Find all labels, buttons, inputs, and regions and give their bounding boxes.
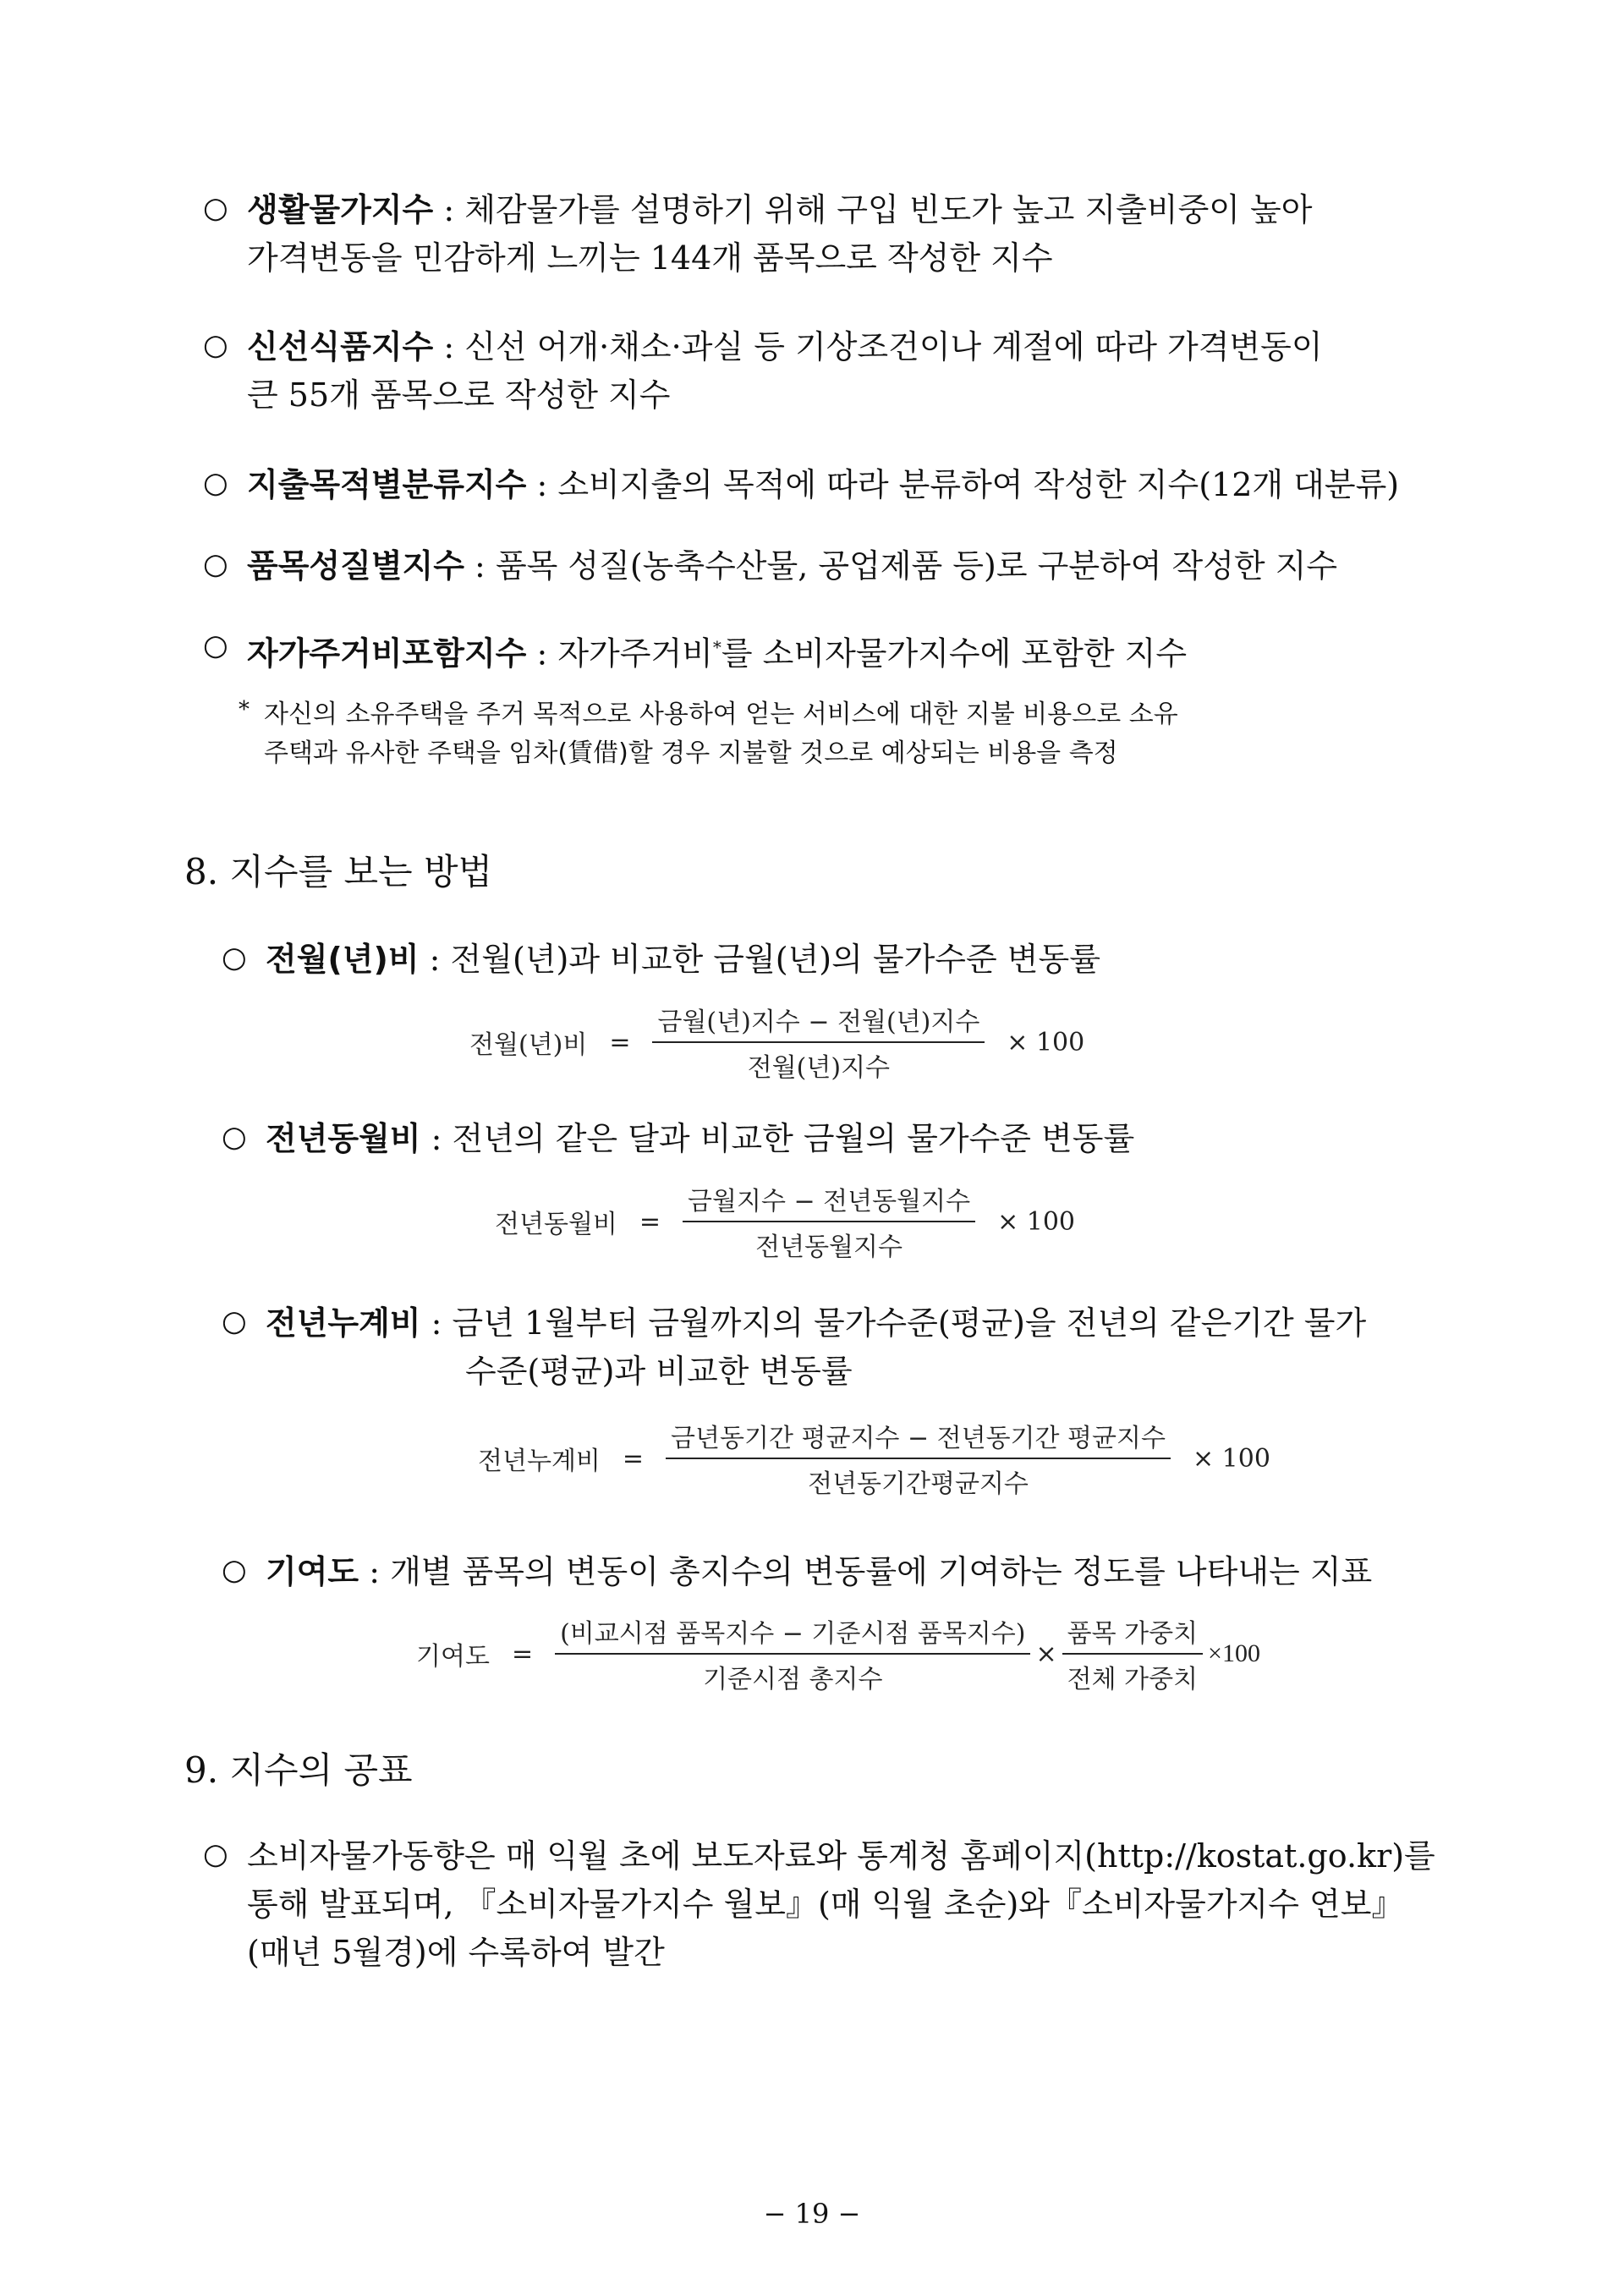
times-sign: ×: [1035, 1639, 1057, 1669]
page-number: − 19 −: [763, 2198, 861, 2230]
footnote-asterisk: *: [239, 697, 250, 722]
formula-label: 기여도: [416, 1642, 490, 1672]
section-heading: 9. 지수의 공표: [184, 1749, 413, 1791]
formula-label: 전월(년)비: [469, 1030, 588, 1060]
term: 전년누계비: [266, 1304, 421, 1342]
formula-cumulative-year-over-year: [478, 1417, 1270, 1500]
bullet-icon: ○: [203, 629, 228, 662]
formula-contribution: [416, 1612, 1260, 1695]
numerator: (비교시점 품목지수 − 기준시점 품목지수): [555, 1612, 1030, 1655]
method-description-continued: 수준(평균)과 비교한 변동률: [465, 1353, 853, 1390]
weight-fraction: [1062, 1612, 1203, 1695]
multiplier: ×100: [1208, 1639, 1260, 1667]
bullet-icon: ○: [222, 941, 247, 975]
bullet-icon: ○: [203, 547, 228, 581]
footnote-text: 자신의 소유주택을 주거 목적으로 사용하여 얻는 서비스에 대한 지불 비용으로 소유: [264, 700, 1178, 729]
definition-text-continued: 큰 55개 품목으로 작성한 지수: [247, 376, 671, 414]
definition-text: 신선 어개·채소·과실 등 기상조건이나 계절에 따라 가격변동이: [464, 328, 1323, 365]
bullet-icon: ○: [203, 191, 228, 225]
definition-text: 소비지출의 목적에 따라 분류하여 작성한 지수(12개 대분류): [557, 466, 1400, 503]
formula-month-over-month: [469, 1001, 1084, 1084]
term: 전월(년)비: [266, 941, 420, 978]
term: 신선식품지수: [247, 328, 434, 365]
definition-fresh-food-index: ○ 신선식품지수 : 신선 어개·채소·과실 등 기상조건이나 계절에 따라 가격변동이 큰 55개 품목으로 작성한 지수: [203, 323, 1323, 420]
term: 기여도: [266, 1553, 359, 1590]
method-description: 개별 품목의 변동이 총지수의 변동률에 기여하는 정도를 나타내는 지표: [390, 1553, 1373, 1590]
definition-text: 체감물가를 설명하기 위해 구입 빈도가 높고 지출비중이 높아: [464, 191, 1313, 228]
numerator: 금월지수 − 전년동월지수: [683, 1180, 975, 1222]
method-description: 전월(년)과 비교한 금월(년)의 물가수준 변동률: [450, 941, 1100, 978]
term: 자가주거비포함지수: [247, 634, 527, 673]
multiplier: × 100: [1192, 1443, 1270, 1474]
denominator: 전월(년)지수: [747, 1053, 891, 1083]
footnote-marker: *: [712, 637, 721, 657]
bullet-icon: ○: [203, 328, 228, 362]
multiplier: × 100: [997, 1206, 1075, 1237]
bullet-icon: ○: [222, 1120, 247, 1154]
fraction: [652, 1001, 985, 1084]
footnote-text-continued: 주택과 유사한 주택을 임차(賃借)할 경우 지불할 것으로 예상되는 비용을 측정: [264, 738, 1118, 768]
method-description: 전년의 같은 달과 비교한 금월의 물가수준 변동률: [452, 1120, 1135, 1157]
definition-purpose-classification-index: ○ 지출목적별분류지수 : 소비지출의 목적에 따라 분류하여 작성한 지수(12개 대분류): [203, 466, 1400, 503]
weight-numerator: 품목 가중치: [1062, 1612, 1203, 1655]
paragraph-line: (매년 5월경)에 수록하여 발간: [247, 1934, 665, 1971]
multiplier: × 100: [1007, 1027, 1085, 1057]
term: 지출목적별분류지수: [247, 466, 527, 503]
denominator: 기준시점 총지수: [703, 1665, 883, 1694]
definition-text-continued: 가격변동을 민감하게 느끼는 144개 품목으로 작성한 지수: [247, 239, 1053, 277]
denominator: 전년동기간평균지수: [808, 1469, 1029, 1499]
equals-sign: =: [609, 1027, 631, 1057]
fraction: [666, 1417, 1171, 1500]
definition-text: 품목 성질(농축수산물, 공업제품 등)로 구분하여 작성한 지수: [495, 547, 1338, 585]
bullet-icon: ○: [203, 466, 228, 500]
definition-living-cost-index: ○ 생활물가지수 : 체감물가를 설명하기 위해 구입 빈도가 높고 지출비중이 높아 가격변동을 민감하게 느끼는 144개 품목으로 작성한 지수: [203, 186, 1312, 283]
method-year-over-year-month: ○ 전년동월비 : 전년의 같은 달과 비교한 금월의 물가수준 변동률: [222, 1120, 1135, 1157]
method-contribution: ○ 기여도 : 개별 품목의 변동이 총지수의 변동률에 기여하는 정도를 나타내는 지표: [222, 1553, 1373, 1590]
method-month-over-month: ○ 전월(년)비 : 전월(년)과 비교한 금월(년)의 물가수준 변동률: [222, 941, 1100, 978]
equals-sign: =: [622, 1443, 645, 1474]
publication-paragraph: [203, 1832, 1435, 1977]
term: 품목성질별지수: [247, 547, 464, 585]
numerator: 금월(년)지수 − 전월(년)지수: [652, 1001, 985, 1043]
bullet-icon: ○: [222, 1553, 247, 1587]
formula-year-over-year-month: [495, 1180, 1075, 1263]
fraction: [555, 1612, 1030, 1695]
formula-label: 전년누계비: [478, 1447, 601, 1476]
denominator: 전년동월지수: [755, 1233, 903, 1262]
method-description: 금년 1월부터 금월까지의 물가수준(평균)을 전년의 같은기간 물가: [452, 1304, 1367, 1342]
definition-owner-occupied-housing-index: ○ 자가주거비포함지수 : 자가주거비*를 소비자물가지수에 포함한 지수: [203, 629, 1188, 673]
section-heading: 8. 지수를 보는 방법: [184, 851, 493, 892]
fraction: [683, 1180, 975, 1263]
numerator: 금년동기간 평균지수 − 전년동기간 평균지수: [666, 1417, 1171, 1459]
weight-denominator: 전체 가중치: [1067, 1665, 1199, 1694]
equals-sign: =: [639, 1206, 661, 1237]
equals-sign: =: [511, 1639, 534, 1669]
term: 생활물가지수: [247, 191, 434, 228]
bullet-icon: ○: [203, 1837, 228, 1871]
bullet-icon: ○: [222, 1304, 247, 1338]
formula-label: 전년동월비: [495, 1210, 617, 1239]
method-cumulative-year-over-year: ○ 전년누계비 : 금년 1월부터 금월까지의 물가수준(평균)을 전년의 같은기간 물가 수준(평균)과 비교한 변동률: [222, 1299, 1366, 1396]
paragraph-line: 통해 발표되며, 『소비자물가지수 월보』(매 익월 초순)와『소비자물가지수 연보』: [247, 1886, 1404, 1923]
paragraph-line: 소비자물가동향은 매 익월 초에 보도자료와 통계청 홈페이지(http://kostat.go.kr)를: [247, 1837, 1435, 1875]
term: 전년동월비: [266, 1120, 421, 1157]
definition-item-nature-index: ○ 품목성질별지수 : 품목 성질(농축수산물, 공업제품 등)로 구분하여 작성한 지수: [203, 547, 1338, 585]
footnote: [239, 695, 1178, 773]
definition-text: 자가주거비: [557, 634, 713, 673]
